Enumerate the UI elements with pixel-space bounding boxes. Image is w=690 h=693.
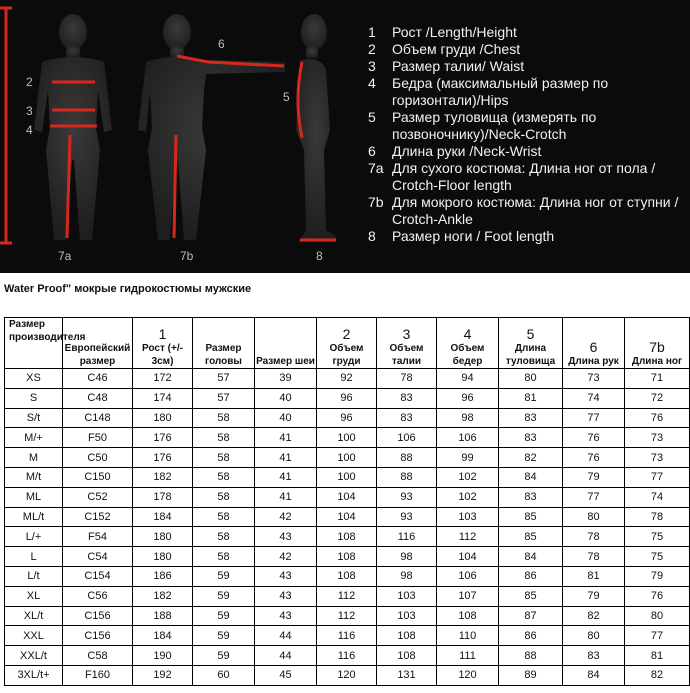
table-row	[5, 527, 690, 547]
column-header	[563, 318, 625, 369]
legend-number: 5	[368, 109, 376, 125]
table-cell: 176	[133, 448, 193, 468]
legend-number: 7a	[368, 160, 384, 176]
table-cell: 75	[625, 527, 690, 547]
legend-item	[368, 143, 686, 160]
legend-number: 7b	[368, 194, 384, 210]
figure-label-arm: 6	[218, 37, 225, 51]
table-cell: 93	[377, 487, 437, 507]
table-cell: 77	[563, 408, 625, 428]
table-cell: 82	[563, 606, 625, 626]
table-cell: ML	[5, 487, 63, 507]
table-header-row	[5, 318, 690, 369]
column-label: Объем бедер	[450, 343, 485, 367]
table-cell: 98	[377, 566, 437, 586]
table-cell: 116	[317, 626, 377, 646]
table-cell: 77	[625, 467, 690, 487]
table-cell: 72	[625, 388, 690, 408]
legend-text: Объем груди /Chest	[392, 41, 521, 57]
table-cell: 182	[133, 467, 193, 487]
table-cell: 100	[317, 448, 377, 468]
table-cell: 41	[255, 467, 317, 487]
table-cell: L/t	[5, 566, 63, 586]
column-header	[5, 318, 86, 369]
legend-number: 6	[368, 143, 376, 159]
table-cell: 59	[193, 626, 255, 646]
table-cell: 104	[317, 487, 377, 507]
table-cell: 111	[437, 646, 499, 666]
figure-label-foot: 8	[316, 249, 323, 263]
table-cell: 45	[255, 665, 317, 685]
table-cell: 59	[193, 586, 255, 606]
table-cell: 80	[563, 626, 625, 646]
table-row	[5, 626, 690, 646]
figure-label-hips: 4	[26, 123, 33, 137]
table-cell: C50	[63, 448, 133, 468]
table-cell: 86	[499, 626, 563, 646]
table-row	[5, 665, 690, 685]
table-cell: 60	[193, 665, 255, 685]
table-cell: 43	[255, 586, 317, 606]
column-header	[317, 318, 377, 369]
table-cell: 42	[255, 507, 317, 527]
table-cell: 3XL/t+	[5, 665, 63, 685]
table-cell: 59	[193, 606, 255, 626]
column-label: Объем талии	[389, 343, 424, 367]
legend-item	[368, 160, 686, 194]
table-cell: 98	[437, 408, 499, 428]
table-cell: C56	[63, 586, 133, 606]
table-subtitle: Water Proof" мокрые гидрокостюмы мужские	[4, 283, 252, 295]
table-cell: 79	[625, 566, 690, 586]
table-cell: 88	[499, 646, 563, 666]
table-row	[5, 487, 690, 507]
table-cell: 73	[625, 448, 690, 468]
table-cell: 93	[377, 507, 437, 527]
table-cell: 58	[193, 428, 255, 448]
table-row	[5, 606, 690, 626]
table-cell: 41	[255, 448, 317, 468]
table-cell: 40	[255, 408, 317, 428]
legend-text: Длина руки /Neck-Wrist	[392, 143, 542, 159]
table-cell: C52	[63, 487, 133, 507]
table-cell: 176	[133, 428, 193, 448]
table-cell: C156	[63, 606, 133, 626]
column-header	[625, 318, 690, 369]
table-cell: S/t	[5, 408, 63, 428]
table-cell: 110	[437, 626, 499, 646]
column-label: Длина рук	[568, 356, 619, 367]
table-cell: 178	[133, 487, 193, 507]
table-cell: 188	[133, 606, 193, 626]
figure-label-leg-dry: 7a	[58, 249, 72, 263]
table-cell: 75	[625, 547, 690, 567]
legend-item	[368, 109, 686, 143]
legend-text: Бедра (максимальный размер по горизонтали)/Hips	[392, 75, 609, 108]
table-cell: 108	[317, 547, 377, 567]
table-cell: 94	[437, 369, 499, 389]
table-cell: XL/t	[5, 606, 63, 626]
table-cell: 89	[499, 665, 563, 685]
back-body-silhouette	[138, 14, 285, 240]
column-label: Объем груди	[329, 343, 364, 367]
table-cell: 103	[377, 606, 437, 626]
table-cell: 40	[255, 388, 317, 408]
table-cell: 107	[437, 586, 499, 606]
table-cell: 43	[255, 566, 317, 586]
table-cell: 57	[193, 369, 255, 389]
measurement-guide-panel	[0, 0, 690, 273]
column-label: Европейский размер	[64, 343, 131, 367]
size-chart-table	[4, 317, 690, 686]
table-cell: 184	[133, 626, 193, 646]
legend-number: 4	[368, 75, 376, 91]
table-cell: 74	[563, 388, 625, 408]
table-cell: 71	[625, 369, 690, 389]
body-measurement-figure	[0, 0, 355, 273]
legend-item	[368, 58, 686, 75]
table-cell: 116	[317, 646, 377, 666]
column-label: Длина ног	[631, 356, 683, 367]
table-cell: 103	[377, 586, 437, 606]
table-cell: 112	[317, 606, 377, 626]
table-cell: 190	[133, 646, 193, 666]
table-cell: 192	[133, 665, 193, 685]
height-measure-bar	[0, 8, 12, 243]
table-cell: 84	[499, 467, 563, 487]
table-cell: 108	[437, 606, 499, 626]
table-cell: M/t	[5, 467, 63, 487]
table-cell: 106	[437, 428, 499, 448]
table-cell: 58	[193, 507, 255, 527]
legend-item	[368, 194, 686, 228]
table-cell: F160	[63, 665, 133, 685]
table-cell: 76	[625, 408, 690, 428]
table-cell: 80	[563, 507, 625, 527]
column-header	[133, 318, 193, 369]
column-number: 3	[402, 326, 411, 342]
table-cell: 106	[437, 566, 499, 586]
table-cell: C156	[63, 626, 133, 646]
table-cell: 112	[437, 527, 499, 547]
table-cell: XXL/t	[5, 646, 63, 666]
table-row	[5, 408, 690, 428]
legend-number: 3	[368, 58, 376, 74]
table-cell: 43	[255, 527, 317, 547]
table-cell: 83	[499, 408, 563, 428]
table-cell: 73	[563, 369, 625, 389]
table-cell: 104	[317, 507, 377, 527]
column-number: 4	[463, 326, 472, 342]
table-cell: 83	[377, 408, 437, 428]
legend-text: Размер туловища (измерять по позвоночнику)/Neck-Crotch	[392, 109, 597, 142]
column-header	[437, 318, 499, 369]
column-label: Рост (+/- 3см)	[142, 343, 183, 367]
table-row	[5, 448, 690, 468]
table-cell: 103	[437, 507, 499, 527]
column-number: 6	[589, 339, 598, 355]
legend-item	[368, 75, 686, 109]
table-cell: M	[5, 448, 63, 468]
table-row	[5, 646, 690, 666]
table-cell: 78	[563, 547, 625, 567]
table-cell: 106	[377, 428, 437, 448]
table-cell: 86	[499, 566, 563, 586]
measurement-legend	[368, 24, 686, 245]
table-cell: 81	[625, 646, 690, 666]
table-cell: 58	[193, 547, 255, 567]
legend-text: Размер ноги / Foot length	[392, 228, 555, 244]
table-cell: 57	[193, 388, 255, 408]
legend-number: 2	[368, 41, 376, 57]
column-label: Размер головы	[205, 343, 242, 367]
table-cell: 81	[499, 388, 563, 408]
table-cell: C148	[63, 408, 133, 428]
table-cell: XXL	[5, 626, 63, 646]
table-cell: 41	[255, 487, 317, 507]
table-cell: XS	[5, 369, 63, 389]
table-cell: C152	[63, 507, 133, 527]
table-cell: 44	[255, 626, 317, 646]
table-body	[5, 369, 690, 686]
figure-label-chest: 2	[26, 75, 33, 89]
legend-text: Для мокрого костюма: Длина ног от ступни / Crotch-Ankle	[392, 194, 679, 227]
column-header	[63, 318, 133, 369]
table-cell: C46	[63, 369, 133, 389]
table-cell: 108	[317, 527, 377, 547]
table-cell: 79	[563, 586, 625, 606]
table-cell: 102	[437, 467, 499, 487]
table-cell: 58	[193, 448, 255, 468]
table-cell: 180	[133, 527, 193, 547]
table-cell: 102	[437, 487, 499, 507]
table-cell: 73	[625, 428, 690, 448]
legend-item	[368, 24, 686, 41]
table-cell: 186	[133, 566, 193, 586]
table-cell: 88	[377, 448, 437, 468]
table-cell: 83	[377, 388, 437, 408]
figure-label-torso: 5	[283, 90, 290, 104]
table-row	[5, 566, 690, 586]
table-cell: 85	[499, 586, 563, 606]
table-cell: F50	[63, 428, 133, 448]
table-cell: 180	[133, 547, 193, 567]
table-cell: 180	[133, 408, 193, 428]
table-cell: 131	[377, 665, 437, 685]
table-cell: 82	[499, 448, 563, 468]
table-row	[5, 586, 690, 606]
table-row	[5, 388, 690, 408]
table-cell: 79	[563, 467, 625, 487]
column-label: Длина туловища	[505, 343, 556, 367]
table-cell: L/+	[5, 527, 63, 547]
table-cell: 108	[377, 626, 437, 646]
table-cell: C154	[63, 566, 133, 586]
table-cell: 182	[133, 586, 193, 606]
table-cell: 116	[377, 527, 437, 547]
column-number: 7b	[649, 339, 665, 355]
table-cell: 88	[377, 467, 437, 487]
legend-text: Размер талии/ Waist	[392, 58, 525, 74]
column-header	[193, 318, 255, 369]
table-row	[5, 428, 690, 448]
table-cell: 85	[499, 507, 563, 527]
table-cell: 58	[193, 467, 255, 487]
table-cell: C54	[63, 547, 133, 567]
column-number: 1	[158, 326, 167, 342]
figure-label-leg-wet: 7b	[180, 249, 194, 263]
table-cell: 108	[377, 646, 437, 666]
table-cell: M/+	[5, 428, 63, 448]
table-cell: 120	[437, 665, 499, 685]
figure-label-waist: 3	[26, 104, 33, 118]
table-cell: 83	[499, 487, 563, 507]
table-cell: 82	[625, 665, 690, 685]
table-cell: 41	[255, 428, 317, 448]
table-cell: L	[5, 547, 63, 567]
column-label: Размер производителя	[9, 319, 86, 343]
table-cell: 80	[625, 606, 690, 626]
table-cell: 43	[255, 606, 317, 626]
table-row	[5, 369, 690, 389]
table-cell: 100	[317, 467, 377, 487]
table-cell: F54	[63, 527, 133, 547]
column-header	[499, 318, 563, 369]
table-cell: C150	[63, 467, 133, 487]
table-cell: 76	[625, 586, 690, 606]
legend-text: Для сухого костюма: Длина ног от пола / Crotch-Floor length	[392, 160, 656, 193]
table-cell: 83	[499, 428, 563, 448]
table-cell: C48	[63, 388, 133, 408]
table-cell: 83	[563, 646, 625, 666]
column-number: 2	[342, 326, 351, 342]
table-cell: 104	[437, 547, 499, 567]
table-cell: 84	[499, 547, 563, 567]
table-row	[5, 507, 690, 527]
legend-number: 1	[368, 24, 376, 40]
table-cell: 76	[563, 448, 625, 468]
table-cell: ML/t	[5, 507, 63, 527]
table-cell: C58	[63, 646, 133, 666]
legend-text: Рост /Length/Height	[392, 24, 517, 40]
legend-number: 8	[368, 228, 376, 244]
table-cell: 78	[377, 369, 437, 389]
table-cell: 42	[255, 547, 317, 567]
table-cell: 87	[499, 606, 563, 626]
table-cell: 44	[255, 646, 317, 666]
table-cell: 99	[437, 448, 499, 468]
table-cell: 100	[317, 428, 377, 448]
table-cell: 58	[193, 527, 255, 547]
table-cell: 96	[317, 388, 377, 408]
table-cell: 59	[193, 566, 255, 586]
table-cell: 174	[133, 388, 193, 408]
table-cell: 92	[317, 369, 377, 389]
table-cell: 58	[193, 408, 255, 428]
table-cell: 96	[317, 408, 377, 428]
table-cell: 78	[625, 507, 690, 527]
table-cell: 80	[499, 369, 563, 389]
table-cell: 74	[625, 487, 690, 507]
table-cell: 77	[563, 487, 625, 507]
side-body-silhouette	[296, 14, 336, 242]
table-cell: S	[5, 388, 63, 408]
table-cell: 120	[317, 665, 377, 685]
legend-item	[368, 228, 686, 245]
table-cell: XL	[5, 586, 63, 606]
table-cell: 184	[133, 507, 193, 527]
table-cell: 112	[317, 586, 377, 606]
table-cell: 59	[193, 646, 255, 666]
table-cell: 85	[499, 527, 563, 547]
table-cell: 172	[133, 369, 193, 389]
table-row	[5, 547, 690, 567]
table-cell: 81	[563, 566, 625, 586]
column-header	[255, 318, 317, 369]
column-header	[377, 318, 437, 369]
table-cell: 78	[563, 527, 625, 547]
table-cell: 77	[625, 626, 690, 646]
table-cell: 96	[437, 388, 499, 408]
column-number: 5	[526, 326, 535, 342]
legend-item	[368, 41, 686, 58]
table-cell: 39	[255, 369, 317, 389]
table-cell: 58	[193, 487, 255, 507]
table-cell: 84	[563, 665, 625, 685]
table-row	[5, 467, 690, 487]
table-cell: 76	[563, 428, 625, 448]
table-cell: 98	[377, 547, 437, 567]
table-cell: 108	[317, 566, 377, 586]
column-label: Размер шеи	[256, 356, 315, 367]
